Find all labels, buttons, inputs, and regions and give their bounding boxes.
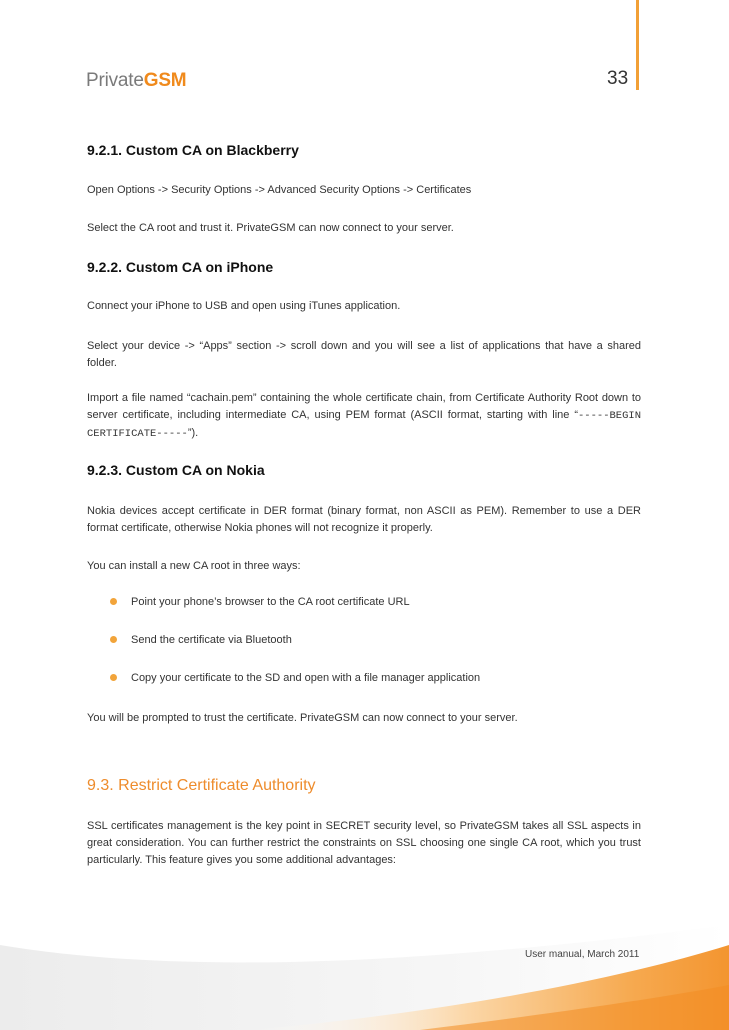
text-span: Import a file named “cachain.pem” containing the whole certificate chain, from Certificate Authority Root down to server certificate, including intermediate CA, using PEM format (ASCII format, starting with line “	[87, 392, 641, 421]
bullet-dot-icon	[110, 674, 117, 681]
privategsm-logo	[86, 70, 186, 92]
paragraph	[87, 710, 641, 727]
paragraph-text	[87, 390, 641, 443]
bullet-dot-icon	[110, 636, 117, 643]
page-number: 33	[607, 68, 629, 89]
paragraph-text: Select the CA root and trust it. PrivateGSM can now connect to your server.	[87, 222, 454, 234]
paragraph	[87, 818, 641, 869]
paragraph	[87, 503, 641, 537]
bullet-list-item	[110, 596, 410, 608]
header-accent-bar	[636, 0, 639, 90]
paragraph-text: You can install a new CA root in three ways:	[87, 560, 301, 572]
paragraph	[87, 182, 641, 199]
text-span: ”).	[187, 427, 199, 439]
bullet-text: Send the certificate via Bluetooth	[131, 634, 292, 646]
bullet-dot-icon	[110, 598, 117, 605]
paragraph	[87, 220, 641, 237]
heading-9-2-1: 9.2.1. Custom CA on Blackberry	[87, 142, 299, 158]
bullet-text: Point your phone’s browser to the CA root certificate URL	[131, 596, 410, 608]
bullet-text: Copy your certificate to the SD and open with a file manager application	[131, 672, 481, 684]
paragraph	[87, 558, 641, 575]
paragraph	[87, 298, 641, 315]
bullet-list-item	[110, 634, 292, 646]
heading-9-3: 9.3. Restrict Certificate Authority	[87, 777, 316, 794]
bullet-list-item	[110, 672, 480, 684]
heading-9-2-3: 9.2.3. Custom CA on Nokia	[87, 462, 265, 478]
logo-gsm-text: GSM	[143, 70, 187, 91]
paragraph-text: You will be prompted to trust the certificate. PrivateGSM can now connect to your server.	[87, 712, 518, 724]
paragraph	[87, 338, 641, 372]
footer-text: User manual, March 2011	[525, 949, 640, 960]
logo-private-text: Private	[86, 70, 144, 91]
paragraph-text: SSL certificates management is the key point in SECRET security level, so PrivateGSM takes all SSL aspects in great consideration. You can further restrict the constraints on SSL choosing one single CA root, which you trust particularly. This feature gives you some additional advantages:	[87, 820, 641, 866]
paragraph-text: Connect your iPhone to USB and open using iTunes application.	[87, 300, 401, 312]
footer-swoosh-graphic	[0, 905, 729, 1030]
paragraph-text: Nokia devices accept certificate in DER format (binary format, non ASCII as PEM). Remember to use a DER format certificate, otherwise Nokia phones will not recognize it properly.	[87, 505, 641, 534]
paragraph	[87, 390, 641, 443]
heading-9-2-2: 9.2.2. Custom CA on iPhone	[87, 259, 274, 275]
paragraph-text: Select your device -> “Apps” section -> scroll down and you will see a list of applications that have a shared folder.	[87, 340, 641, 369]
paragraph-text: Open Options -> Security Options -> Advanced Security Options -> Certificates	[87, 184, 472, 196]
code-begin-certificate: -----BEGIN CERTIFICATE-----	[87, 410, 641, 440]
